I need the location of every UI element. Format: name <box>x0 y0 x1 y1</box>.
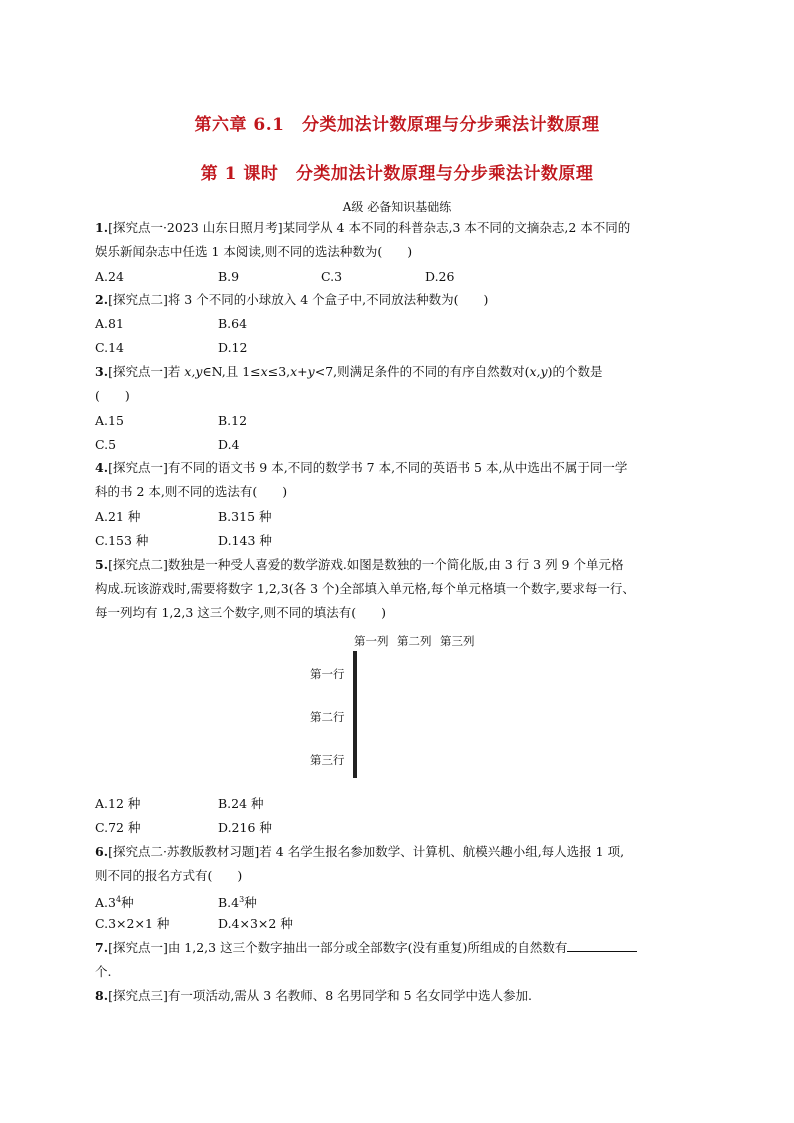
question-6-option-d: D.4×3×2 种 <box>218 916 293 931</box>
column-header-1: 第一列 <box>354 634 389 648</box>
question-2-option-d: D.12 <box>218 340 248 355</box>
question-4-option-b: B.315 种 <box>218 509 272 524</box>
question-6-line-2: 则不同的报名方式有( ) <box>95 868 243 883</box>
column-header-2: 第二列 <box>397 634 432 648</box>
question-1-line-2: 娱乐新闻杂志中任选 1 本阅读,则不同的选法种数为( ) <box>95 244 413 259</box>
row-header-3: 第三行 <box>310 753 345 767</box>
sudoku-grid <box>353 651 357 778</box>
row-header-1: 第一行 <box>310 667 345 681</box>
question-4-line-1: 4.[探究点一]有不同的语文书 9 本,不同的数学书 7 本,不同的英语书 5 本,从中选出不属于同一学 <box>95 460 628 475</box>
question-7-line-1: 7.[探究点一]由 1,2,3 这三个数字抽出一部分或全部数字(没有重复)所组成的自然数有 <box>95 939 637 957</box>
question-3-option-c: C.5 <box>95 437 117 452</box>
question-1-option-d: D.26 <box>425 269 455 284</box>
lesson-title: 第 1 课时 分类加法计数原理与分步乘法计数原理 <box>200 164 594 184</box>
question-1-line-1: 1.[探究点一·2023 山东日照月考]某同学从 4 本不同的科普杂志,3 本不同的文摘杂志,2 本不同的 <box>95 220 631 235</box>
question-5-line-2: 构成.玩该游戏时,需要将数字 1,2,3(各 3 个)全部填入单元格,每个单元格填一个数字,要求每一行、 <box>95 581 635 596</box>
question-3-line-1: 3.[探究点一]若 x,y∈N,且 1≤x≤3,x+y<7,则满足条件的不同的有序自然数对(x,y)的个数是 <box>95 364 603 379</box>
question-5-option-d: D.216 种 <box>218 820 272 835</box>
question-3-option-b: B.12 <box>218 413 248 428</box>
chapter-title: 第六章 6.1 分类加法计数原理与分步乘法计数原理 <box>194 115 600 135</box>
question-5-option-c: C.72 种 <box>95 820 141 835</box>
question-5-option-b: B.24 种 <box>218 796 264 811</box>
question-4-option-c: C.153 种 <box>95 533 149 548</box>
row-header-2: 第二行 <box>310 710 345 724</box>
question-6-option-c: C.3×2×1 种 <box>95 916 170 931</box>
question-4-option-d: D.143 种 <box>218 533 272 548</box>
question-6-option-b: $B.4^3$种 <box>218 895 257 911</box>
question-6-option-a: $A.3^4$种 <box>95 895 134 911</box>
question-5-option-a: A.12 种 <box>95 796 141 811</box>
grid-cell <box>356 652 357 694</box>
grid-cell <box>356 694 357 736</box>
question-5-line-1: 5.[探究点二]数独是一种受人喜爱的数学游戏.如图是数独的一个简化版,由 3 行 3 列 9 个单元格 <box>95 557 624 572</box>
column-header-3: 第三列 <box>440 634 475 648</box>
question-4-line-2: 科的书 2 本,则不同的选法有( ) <box>95 484 288 499</box>
question-2-line-1: 2.[探究点二]将 3 个不同的小球放入 4 个盒子中,不同放法种数为( ) <box>95 292 489 307</box>
question-1-option-b: B.9 <box>218 269 240 284</box>
question-1-option-a: A.24 <box>95 269 124 284</box>
level-heading: A级 必备知识基础练 <box>342 200 452 214</box>
question-2-option-a: A.81 <box>95 316 124 331</box>
answer-blank[interactable] <box>567 939 637 952</box>
question-5-line-3: 每一列均有 1,2,3 这三个数字,则不同的填法有( ) <box>95 605 386 620</box>
question-3-line-2: ( ) <box>95 388 130 403</box>
question-4-option-a: A.21 种 <box>95 509 141 524</box>
question-6-line-1: 6.[探究点二·苏教版教材习题]若 4 名学生报名参加数学、计算机、航模兴趣小组,每人选报 1 项, <box>95 844 625 859</box>
question-3-option-d: D.4 <box>218 437 240 452</box>
question-3-option-a: A.15 <box>95 413 124 428</box>
grid-cell <box>356 736 357 778</box>
question-2-option-c: C.14 <box>95 340 124 355</box>
question-7-line-2: 个. <box>95 964 112 979</box>
question-2-option-b: B.64 <box>218 316 248 331</box>
question-8-line-1: 8.[探究点三]有一项活动,需从 3 名教师、8 名男同学和 5 名女同学中选人参加. <box>95 988 532 1003</box>
question-1-option-c: C.3 <box>321 269 343 284</box>
